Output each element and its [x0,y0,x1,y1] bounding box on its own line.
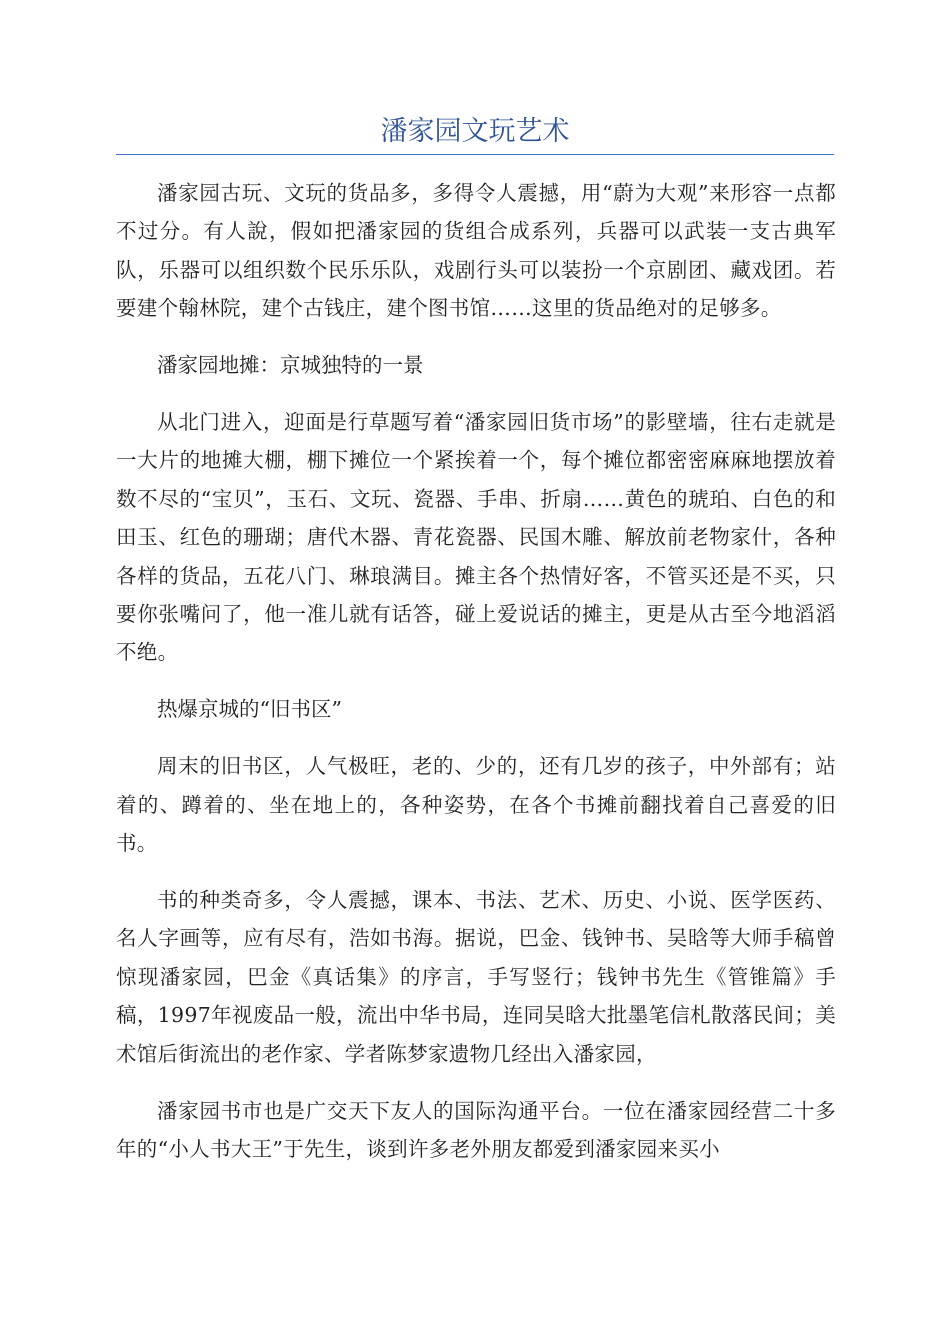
paragraph-intro: 潘家园古玩、文玩的货品多，多得令人震撼，用“蔚为大观”来形容一点都不过分。有人說，假如把潘家园的货组合成系列，兵器可以武装一支古典军队，乐器可以组织数个民乐乐队，戏剧行头可以装扮一个京剧团、藏戏团。若要建个翰林院，建个古钱庄，建个图书馆……这里的货品绝对的足够多。 [116,181,836,321]
paragraph-book-variety: 书的种类奇多，令人震撼，课本、书法、艺术、历史、小说、医学医药、名人字画等，应有尽有，浩如书海。据说，巴金、钱钟书、吴晗等大师手稿曾惊现潘家园，巴金《真话集》的序言，手写竖行；钱钟书先生《管锥篇》手稿，1997年视废品一般，流出中华书局，连同吴晗大批墨笔信札散落民间；美术馆后街流出的老作家、学者陈梦家遗物几经出入潘家园， [116,888,836,1066]
paragraph-ground-stalls: 从北门进入，迎面是行草题写着“潘家园旧货市场”的影壁墙，往右走就是一大片的地摊大棚，棚下摊位一个紧挨着一个，每个摊位都密密麻麻地摆放着数不尽的“宝贝”，玉石、文玩、瓷器、手串、折扇……黄色的琥珀、白色的和田玉、红色的珊瑚；唐代木器、青花瓷器、民国木雕、解放前老物家什，各种各样的货品，五花八门、琳琅满目。摊主各个热情好客，不管买还是不买，只要你张嘴问了，他一准儿就有话答，碰上爱说话的摊主，更是从古至今地滔滔不绝。 [116,410,836,665]
document-title: 潘家园文玩艺术 [380,116,570,147]
section-heading-old-books: 热爆京城的“旧书区” [157,697,342,722]
document-body [116,174,836,1187]
section-heading-ground-stalls: 潘家园地摊：京城独特的一景 [157,353,424,378]
title-underline [116,154,834,155]
paragraph-international: 潘家园书市也是广交天下友人的国际沟通平台。一位在潘家园经营二十多年的“小人书大王”于先生，谈到许多老外朋友都爱到潘家园来买小 [116,1098,836,1161]
paragraph-old-books-crowd: 周末的旧书区，人气极旺，老的、少的，还有几岁的孩子，中外部有；站着的、蹲着的、坐在地上的，各种姿势，在各个书摊前翻找着自己喜爱的旧书。 [116,754,836,856]
